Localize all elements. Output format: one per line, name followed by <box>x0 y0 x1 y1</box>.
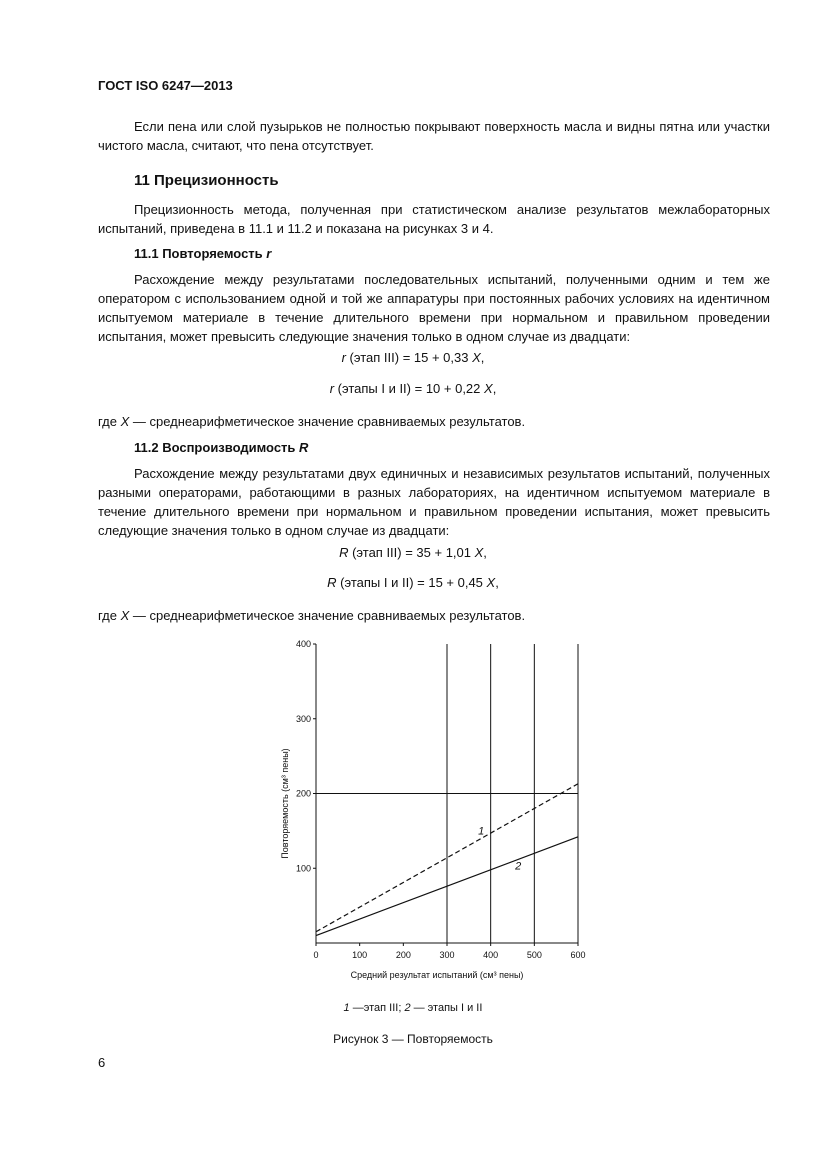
series-label-1: 1 <box>478 825 485 838</box>
paragraph-foam: Если пена или слой пузырьков не полностью покрывают поверхность масла и видны пятна или участки чистого масла, считают, что пена отсутствует. <box>98 119 770 153</box>
x-tick-label: 300 <box>439 950 455 960</box>
document-header: ГОСТ ISO 6247—2013 <box>98 78 233 93</box>
figure-caption: Рисунок 3 — Повторяемость <box>333 1032 493 1046</box>
paragraph-reproducibility: Расхождение между результатами двух единичных и независимых результатов испытаний, полученных разными операторами, работающими в разных лабораториях, на идентичном испытуемом материале в течение длительного времени при нормальном и правильном проведении испытания, может превысить следующие значения только в одном случае из двадцати: <box>98 466 770 538</box>
series-label-2: 2 <box>515 860 522 873</box>
y-axis-label: Повторяемость (см³ пены) <box>280 748 290 859</box>
page-number: 6 <box>98 1055 106 1070</box>
x-tick-label: 0 <box>313 950 319 960</box>
x-tick-label: 200 <box>395 950 411 960</box>
subsection-title-repeatability: 11.1 Повторяемость r <box>134 246 272 261</box>
x-axis-label: Средний результат испытаний (см³ пены) <box>350 970 524 980</box>
paragraph-repeatability: Расхождение между результатами последовательных испытаний, полученными одним и тем же оператором с использованием одной и той же аппаратуры при постоянных рабочих условиях на идентичном испытуемом материале в течение длительного времени при нормальном и правильном проведении испытания, может превысить следующие значения только в одном случае из двадцати: <box>98 272 770 344</box>
formula-reproducibility-stages12: R (этапы I и II) = 15 + 0,45 X, <box>327 575 499 590</box>
formula-repeatability-stages12: r (этапы I и II) = 10 + 0,22 X, <box>329 381 497 396</box>
where-clause-repeatability: где X — среднеарифметическое значение сравниваемых результатов. <box>98 414 526 429</box>
formula-reproducibility-stage3: R (этап III) = 35 + 1,01 X, <box>339 545 487 560</box>
y-tick-label: 100 <box>295 863 311 874</box>
paragraph-precision-intro: Прецизионность метода, полученная при статистическом анализе результатов межлабораторных испытаний, приведена в 11.1 и 11.2 и показана на рисунках 3 и 4. <box>98 202 770 236</box>
y-tick-label: 200 <box>295 788 311 799</box>
where-clause-reproducibility: где X — среднеарифметическое значение сравниваемых результатов. <box>98 608 526 623</box>
formula-repeatability-stage3: r (этап III) = 15 + 0,33 X, <box>341 350 485 365</box>
y-tick-label: 400 <box>295 639 311 649</box>
x-tick-label: 600 <box>570 950 586 960</box>
x-tick-label: 500 <box>526 950 542 960</box>
x-tick-label: 400 <box>483 950 499 960</box>
subsection-title-reproducibility: 11.2 Воспроизводимость R <box>134 440 309 455</box>
section-title: 11 Прецизионность <box>134 172 279 189</box>
x-tick-label: 100 <box>352 950 368 960</box>
y-tick-label: 300 <box>295 713 311 724</box>
repeatability-chart <box>260 630 600 990</box>
chart-legend: 1 —этап III; 2 — этапы I и II <box>343 1002 483 1014</box>
